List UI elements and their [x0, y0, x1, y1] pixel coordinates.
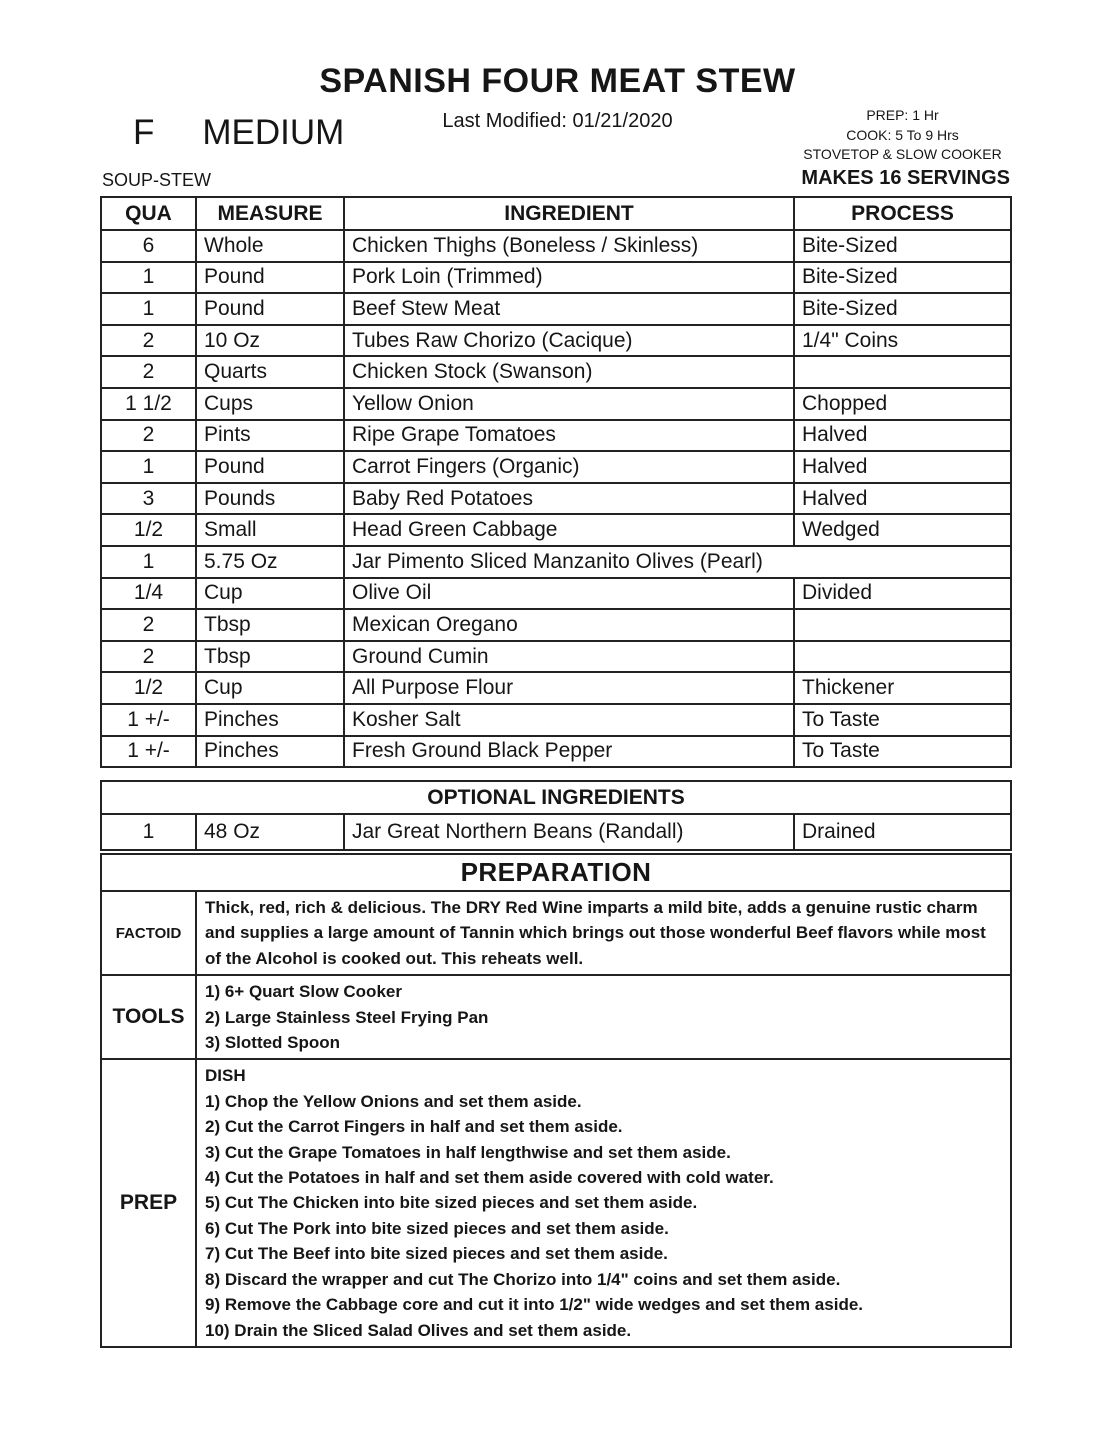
prep-line: 1) Chop the Yellow Onions and set them aside.	[205, 1091, 582, 1111]
ingredient-cell: Mexican Oregano	[344, 609, 794, 641]
ingredient-cell: Jar Great Northern Beans (Randall)	[344, 814, 794, 850]
measure-cell: Pinches	[196, 736, 344, 768]
qty-cell: 1	[101, 262, 196, 294]
process-cell: 1/4" Coins	[794, 325, 1011, 357]
ingredients-table	[100, 196, 1012, 768]
measure-cell: 48 Oz	[196, 814, 344, 850]
section-label: TOOLS	[101, 975, 196, 1059]
ingredient-row	[101, 578, 1011, 610]
ingredient-cell: Olive Oil	[344, 578, 794, 610]
prep-line: 7) Cut The Beef into bite sized pieces and set them aside.	[205, 1244, 668, 1264]
preparation-header-row	[101, 854, 1011, 891]
ingredient-cell: Jar Pimento Sliced Manzanito Olives (Pearl)	[344, 546, 1011, 578]
qty-cell: 1 +/-	[101, 704, 196, 736]
ingredient-row	[101, 451, 1011, 483]
ingredient-row	[101, 325, 1011, 357]
prep-line: 10) Drain the Sliced Salad Olives and set them aside.	[205, 1320, 632, 1340]
prep-line: 5) Cut The Chicken into bite sized pieces and set them aside.	[205, 1193, 698, 1213]
measure-cell: Pound	[196, 262, 344, 294]
process-cell: Bite-Sized	[794, 293, 1011, 325]
process-cell: Bite-Sized	[794, 230, 1011, 262]
optional-header-row	[101, 781, 1011, 814]
ingredient-row	[101, 420, 1011, 452]
section-content	[196, 975, 1011, 1059]
column-header-measure: MEASURE	[196, 197, 344, 230]
column-header-qua: QUA	[101, 197, 196, 230]
qty-cell: 3	[101, 483, 196, 515]
optional-ingredients-title: OPTIONAL INGREDIENTS	[101, 781, 1011, 814]
qty-cell: 1	[101, 451, 196, 483]
prep-section-row	[101, 975, 1011, 1059]
ingredient-cell: Kosher Salt	[344, 704, 794, 736]
ingredient-cell: Yellow Onion	[344, 388, 794, 420]
qty-cell: 1	[101, 546, 196, 578]
difficulty-label: MEDIUM	[202, 113, 345, 152]
measure-cell: Pound	[196, 293, 344, 325]
process-cell	[794, 641, 1011, 673]
ingredient-cell: Tubes Raw Chorizo (Cacique)	[344, 325, 794, 357]
cook-time: COOK: 5 To 9 Hrs	[846, 126, 959, 143]
process-cell: Halved	[794, 420, 1011, 452]
prep-time: PREP: 1 Hr	[866, 107, 939, 123]
ingredient-row	[101, 609, 1011, 641]
prep-section-row	[101, 891, 1011, 975]
prep-section-row	[101, 1059, 1011, 1346]
qty-cell: 2	[101, 325, 196, 357]
prep-line: DISH	[205, 1066, 246, 1086]
ingredient-cell: Baby Red Potatoes	[344, 483, 794, 515]
process-cell	[794, 609, 1011, 641]
ingredient-row	[101, 736, 1011, 768]
column-header-process: PROCESS	[794, 197, 1011, 230]
ingredient-cell: Fresh Ground Black Pepper	[344, 736, 794, 768]
measure-cell: Cups	[196, 388, 344, 420]
prep-line: 4) Cut the Potatoes in half and set them aside covered with cold water.	[205, 1168, 774, 1188]
measure-cell: 10 Oz	[196, 325, 344, 357]
grade-row	[133, 113, 344, 153]
prep-line: Thick, red, rich & delicious. The DRY Red Wine imparts a mild bite, adds a genuine rustic charm and supplies a large amount of Tannin which brings out those wonderful Beef flavors while most of the Alcohol is cooked out. This reheats well.	[205, 898, 986, 968]
prep-line: 9) Remove the Cabbage core and cut it into 1/2" wide wedges and set them aside.	[205, 1295, 864, 1315]
qty-cell: 6	[101, 230, 196, 262]
qty-cell: 1/2	[101, 672, 196, 704]
section-content	[196, 891, 1011, 975]
ingredient-row	[101, 293, 1011, 325]
prep-line: 6) Cut The Pork into bite sized pieces and set them aside.	[205, 1218, 669, 1238]
qty-cell: 1/4	[101, 578, 196, 610]
last-modified: Last Modified: 01/21/2020	[442, 110, 673, 132]
ingredient-row	[101, 262, 1011, 294]
ingredient-row	[101, 814, 1011, 850]
qty-cell: 2	[101, 420, 196, 452]
preparation-table	[100, 853, 1012, 1348]
column-header-ingredient: INGREDIENT	[344, 197, 794, 230]
ingredient-row	[101, 230, 1011, 262]
ingredient-row	[101, 704, 1011, 736]
grade-letter: F	[133, 113, 155, 152]
measure-cell: Pounds	[196, 483, 344, 515]
ingredient-cell: Ground Cumin	[344, 641, 794, 673]
measure-cell: 5.75 Oz	[196, 546, 344, 578]
qty-cell: 2	[101, 641, 196, 673]
prep-line: 8) Discard the wrapper and cut The Chorizo into 1/4" coins and set them aside.	[205, 1269, 841, 1289]
prep-line: 2) Cut the Carrot Fingers in half and set them aside.	[205, 1117, 623, 1137]
ingredients-header-row	[101, 197, 1011, 230]
ingredient-cell: Pork Loin (Trimmed)	[344, 262, 794, 294]
process-cell: Halved	[794, 483, 1011, 515]
ingredient-cell: Chicken Thighs (Boneless / Skinless)	[344, 230, 794, 262]
page-title: SPANISH FOUR MEAT STEW	[319, 62, 796, 100]
ingredient-cell: Beef Stew Meat	[344, 293, 794, 325]
measure-cell: Cup	[196, 672, 344, 704]
preparation-body	[101, 891, 1011, 1347]
qty-cell: 1 1/2	[101, 388, 196, 420]
ingredient-cell: Ripe Grape Tomatoes	[344, 420, 794, 452]
time-meta-block	[790, 106, 1015, 165]
prep-line: 3) Slotted Spoon	[205, 1033, 341, 1053]
ingredient-cell: Carrot Fingers (Organic)	[344, 451, 794, 483]
measure-cell: Tbsp	[196, 641, 344, 673]
process-cell: To Taste	[794, 704, 1011, 736]
process-cell: Drained	[794, 814, 1011, 850]
process-cell	[794, 356, 1011, 388]
process-cell: Divided	[794, 578, 1011, 610]
ingredient-row	[101, 546, 1011, 578]
measure-cell: Pinches	[196, 704, 344, 736]
process-cell: Halved	[794, 451, 1011, 483]
measure-cell: Tbsp	[196, 609, 344, 641]
measure-cell: Whole	[196, 230, 344, 262]
process-cell: Chopped	[794, 388, 1011, 420]
section-label: FACTOID	[101, 891, 196, 975]
optional-body	[101, 814, 1011, 850]
process-cell: To Taste	[794, 736, 1011, 768]
ingredient-row	[101, 356, 1011, 388]
ingredient-cell: All Purpose Flour	[344, 672, 794, 704]
process-cell: Wedged	[794, 514, 1011, 546]
section-content	[196, 1059, 1011, 1346]
qty-cell: 1	[101, 814, 196, 850]
category-label: SOUP-STEW	[102, 170, 212, 190]
qty-cell: 2	[101, 609, 196, 641]
ingredient-row	[101, 641, 1011, 673]
ingredient-cell: Chicken Stock (Swanson)	[344, 356, 794, 388]
qty-cell: 2	[101, 356, 196, 388]
measure-cell: Quarts	[196, 356, 344, 388]
ingredient-row	[101, 514, 1011, 546]
prep-line: 3) Cut the Grape Tomatoes in half lengthwise and set them aside.	[205, 1142, 731, 1162]
optional-ingredients-table	[100, 780, 1012, 851]
prep-line: 1) 6+ Quart Slow Cooker	[205, 982, 402, 1002]
preparation-title: PREPARATION	[101, 854, 1011, 891]
ingredient-cell: Head Green Cabbage	[344, 514, 794, 546]
qty-cell: 1/2	[101, 514, 196, 546]
ingredients-body	[101, 230, 1011, 767]
qty-cell: 1	[101, 293, 196, 325]
process-cell: Thickener	[794, 672, 1011, 704]
prep-line: 2) Large Stainless Steel Frying Pan	[205, 1007, 489, 1027]
ingredient-row	[101, 388, 1011, 420]
measure-cell: Pound	[196, 451, 344, 483]
measure-cell: Small	[196, 514, 344, 546]
ingredient-row	[101, 672, 1011, 704]
process-cell: Bite-Sized	[794, 262, 1011, 294]
servings-label: MAKES 16 SERVINGS	[801, 167, 1010, 189]
cook-method: STOVETOP & SLOW COOKER	[803, 146, 1002, 162]
measure-cell: Pints	[196, 420, 344, 452]
section-label: PREP	[101, 1059, 196, 1346]
ingredient-row	[101, 483, 1011, 515]
qty-cell: 1 +/-	[101, 736, 196, 768]
measure-cell: Cup	[196, 578, 344, 610]
